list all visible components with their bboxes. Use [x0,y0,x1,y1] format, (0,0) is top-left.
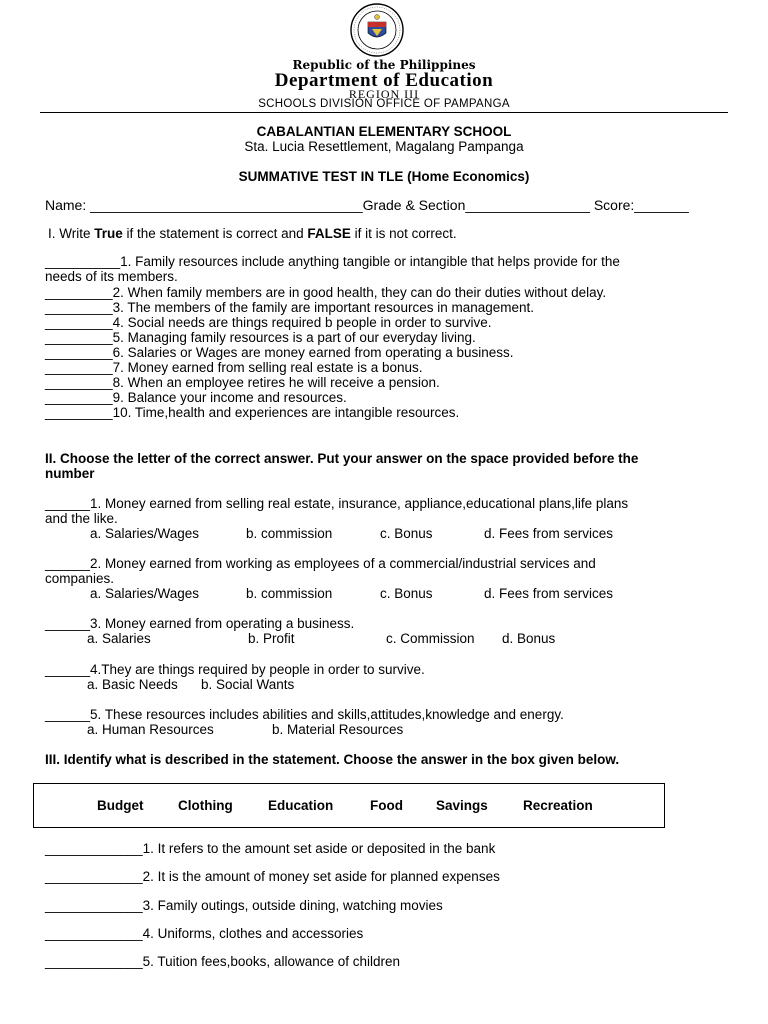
school-address: Sta. Lucia Resettlement, Magalang Pampanga [244,139,524,154]
part1-item: needs of its members. [45,269,178,284]
part2-instruction: II. Choose the letter of the correct answer. Put your answer on the space provided before the [45,451,639,466]
q3-option-d: d. Bonus [502,631,556,646]
q4-stem: ______4.They are things required by people in order to survive. [45,662,425,677]
test-title: SUMMATIVE TEST IN TLE (Home Economics) [238,169,530,184]
q2-option-d: d. Fees from services [484,586,614,601]
q2-option-a: a. Salaries/Wages [90,586,200,601]
q1-option-d: d. Fees from services [484,526,614,541]
part2-instruction-cont: number [45,466,95,481]
student-info-line: Name: ___________________________________Grade & Section________________ Score:_______ [45,197,689,213]
answer-choices-box [33,783,665,828]
part1-item: _________10. Time,health and experiences are intangible resources. [45,405,460,420]
letterhead-divider [40,112,728,113]
choice-savings: Savings [436,798,488,813]
choice-food: Food [370,798,403,813]
q2-option-b: b. commission [246,586,333,601]
part3-item: _____________1. It refers to the amount set aside or deposited in the bank [45,841,496,856]
q4-option-b: b. Social Wants [201,677,295,692]
part1-item: _________8. When an employee retires he will receive a pension. [45,375,440,390]
part3-instruction: III. Identify what is described in the statement. Choose the answer in the box given below. [45,752,620,767]
part1-item: _________5. Managing family resources is a part of our everyday living. [45,330,476,345]
q2-stem: ______2. Money earned from working as employees of a commercial/industrial services and [45,556,596,571]
part3-item: _____________5. Tuition fees,books, allowance of children [45,954,401,969]
choice-education: Education [268,798,334,813]
q5-option-a: a. Human Resources [87,722,214,737]
choice-budget: Budget [97,798,144,813]
region-line: REGION III [348,87,420,101]
part1-item: __________1. Family resources include anything tangible or intangible that helps provide for the [45,254,620,269]
q3-option-a: a. Salaries [87,631,151,646]
q2-stem-cont: companies. [45,571,115,586]
q3-option-b: b. Profit [248,631,295,646]
choice-clothing: Clothing [178,798,233,813]
deped-seal-icon [339,2,415,58]
q3-stem: ______3. Money earned from operating a business. [45,616,355,631]
part3-item: _____________3. Family outings, outside dining, watching movies [45,898,443,913]
q5-stem: ______5. These resources includes abilities and skills,attitudes,knowledge and energy. [45,707,564,722]
part1-item: _________7. Money earned from selling real estate is a bonus. [45,360,423,375]
choice-recreation: Recreation [523,798,593,813]
part1-item: _________9. Balance your income and resources. [45,390,347,405]
part3-item: _____________4. Uniforms, clothes and accessories [45,926,364,941]
q1-option-a: a. Salaries/Wages [90,526,200,541]
q2-option-c: c. Bonus [380,586,433,601]
part3-item: _____________2. It is the amount of money set aside for planned expenses [45,869,500,884]
part1-item: _________2. When family members are in good health, they can do their duties without delay. [45,285,607,300]
division-line: SCHOOLS DIVISION OFFICE OF PAMPANGA [258,98,510,110]
part1-instruction: I. Write True if the statement is correct and FALSE if it is not correct. [48,226,457,241]
department-name: Department of Education [274,70,494,91]
q1-stem: ______1. Money earned from selling real estate, insurance, appliance,educational plans,life plans [45,496,629,511]
q1-stem-cont: and the like. [45,511,118,526]
q1-option-c: c. Bonus [380,526,433,541]
q4-option-a: a. Basic Needs [87,677,178,692]
part1-item: _________3. The members of the family are important resources in management. [45,300,535,315]
q1-option-b: b. commission [246,526,333,541]
school-name: CABALANTIAN ELEMENTARY SCHOOL [256,124,512,139]
republic-line: Republic of the Philippines [292,58,476,72]
q5-option-b: b. Material Resources [272,722,404,737]
part1-item: _________6. Salaries or Wages are money earned from operating a business. [45,345,514,360]
part1-item: _________4. Social needs are things required b people in order to survive. [45,315,492,330]
q3-option-c: c. Commission [386,631,475,646]
